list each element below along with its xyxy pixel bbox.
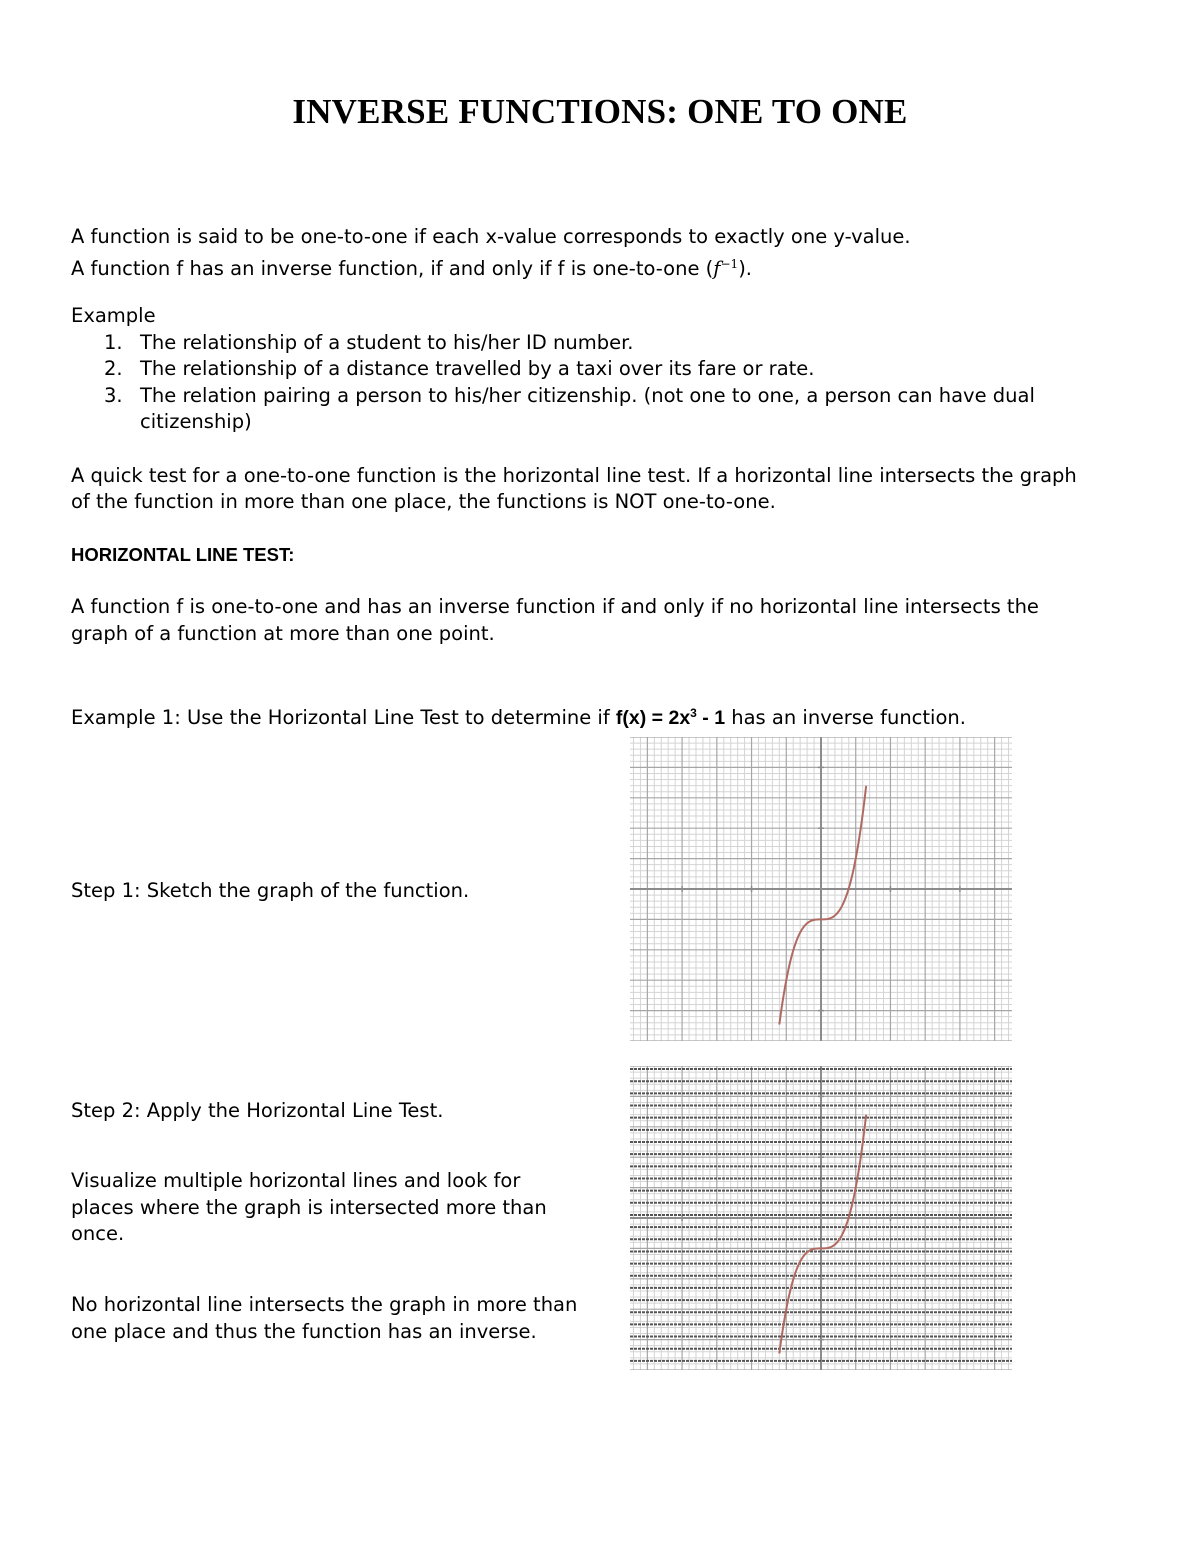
conclusion-line: one place and thus the function has an inverse. [71,1319,537,1343]
function-main: f(x) = 2x [615,707,691,729]
examples-heading: Example [71,304,156,327]
function-curve [779,1115,866,1354]
examples-section [71,303,1131,436]
function-tail: - 1 [696,707,726,729]
quick-test-line-1: A quick test for a one-to-one function is the horizontal line test. If a horizontal line intersects the graph [71,464,1077,487]
example-number: 1. [104,330,123,354]
example-item [71,356,1131,383]
intro-line-2-text: A function f has an inverse function, if and only if f is one-to-one ( [71,257,714,280]
example-text: The relation pairing a person to his/her citizenship. (not one to one, a person can have dual citizenship) [140,383,1035,433]
function-graph-step-1 [630,737,1012,1041]
function-curve [779,786,866,1025]
step-2-conclusion [71,1292,611,1345]
function-graph-step-2 [630,1066,1012,1370]
intro-line-2 [71,251,1131,283]
example-item [71,383,1100,436]
horizontal-line-test-heading: HORIZONTAL LINE TEST: [71,544,295,565]
example-number: 3. [104,383,123,407]
example-1-end: has an inverse function. [725,706,966,729]
function-expression [616,707,725,729]
hlt-definition-line-1: A function f is one-to-one and has an inverse function if and only if no horizontal line intersects the [71,595,1039,618]
step-2-visualize [71,1168,611,1248]
intro-line-2-end: ). [738,257,752,280]
hlt-definition-line-2: graph of a function at more than one point. [71,622,495,645]
inverse-notation [713,257,738,280]
inverse-f: f [713,257,721,280]
example-1-text: Example 1: Use the Horizontal Line Test to determine if [71,706,616,729]
visualize-line: places where the graph is intersected more than [71,1195,547,1219]
example-item [71,330,1131,357]
example-1-prompt [71,700,1131,732]
visualize-line: once. [71,1222,125,1245]
step-2-heading: Step 2: Apply the Horizontal Line Test. [71,1099,444,1122]
inverse-superscript: −1 [720,257,739,271]
visualize-line: Visualize multiple horizontal lines and look for [71,1169,521,1192]
examples-list [71,330,1131,436]
quick-test-line-2: of the function in more than one place, the functions is NOT one-to-one. [71,490,776,513]
example-text: The relationship of a student to his/her ID number. [140,330,634,354]
page-title: INVERSE FUNCTIONS: ONE TO ONE [292,92,908,131]
example-number: 2. [104,357,123,380]
example-text: The relationship of a distance travelled by a taxi over its fare or rate. [140,357,815,380]
conclusion-line: No horizontal line intersects the graph in more than [71,1293,578,1316]
intro-line-1: A function is said to be one-to-one if each x-value corresponds to exactly one y-value. [71,225,911,248]
function-exponent: 3 [690,706,697,720]
step-1-text: Step 1: Sketch the graph of the function. [71,879,470,902]
